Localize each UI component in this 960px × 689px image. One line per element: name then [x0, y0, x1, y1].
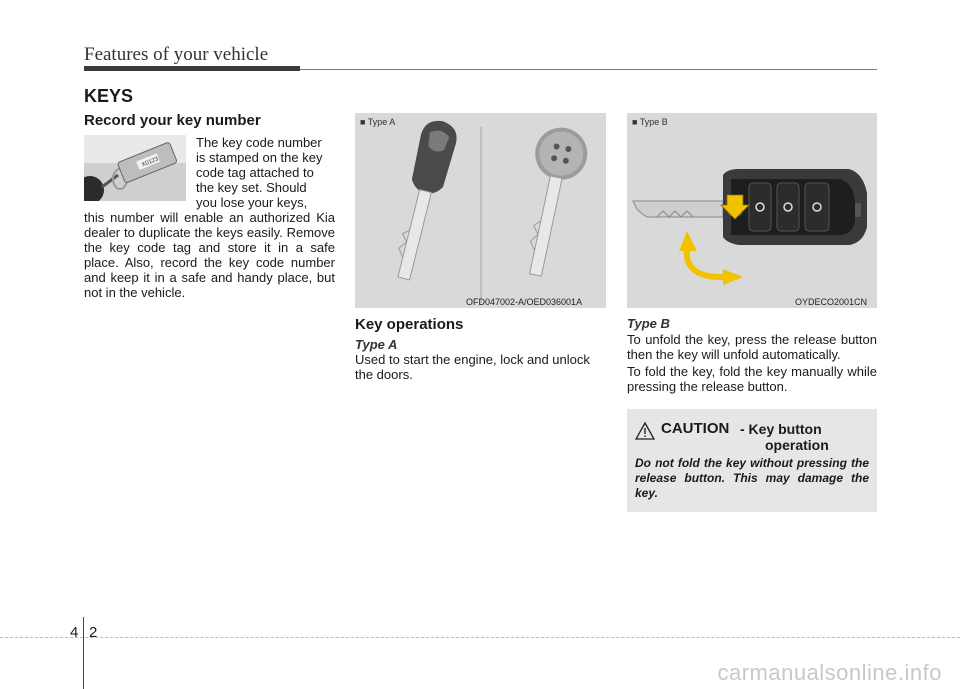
caution-body: Do not fold the key without pressing the release button. This may damage the key. [635, 456, 869, 500]
warning-triangle-icon [634, 421, 656, 446]
watermark: carmanualsonline.info [717, 660, 942, 685]
figure-a-label [360, 117, 395, 127]
caution-subtitle-1: - Key button [740, 421, 822, 437]
footer-guide-line [0, 637, 960, 638]
record-text-line: code tag attached to [196, 165, 314, 180]
type-a-text: Used to start the engine, lock and unlock the doors. [355, 352, 590, 382]
figure-b-label-text: Type B [639, 117, 668, 127]
record-text: this number will enable an authorized Kia dealer to duplicate the keys easily. Remove the key code tag and store it in a safe place. Also, record the key code number and keep it in a safe and handy place, but not in the vehicle. [84, 210, 335, 300]
section-title: KEYS [84, 86, 134, 106]
figure-a-label-text: Type A [367, 117, 396, 127]
figure-type-b [627, 113, 877, 308]
type-b-para2: To fold the key, fold the key manually while pressing the release button. [627, 364, 877, 394]
type-b-para1: To unfold the key, press the release button then the key will unfold automatically. [627, 332, 877, 362]
record-text-line: The key code number [196, 135, 322, 150]
record-heading: Record your key number [84, 112, 261, 129]
record-text-line: the key set. Should [196, 180, 307, 195]
header-rule-thick [84, 66, 300, 71]
square-bullet-icon: ■ [360, 117, 366, 127]
figure-b-code: OYDECO2001CN [795, 297, 868, 307]
record-text-line: you lose your keys, [196, 195, 308, 210]
key-operations-heading: Key operations [355, 316, 464, 333]
page-number: 2 [89, 624, 98, 641]
figure-type-a [355, 113, 606, 308]
figure-a-code: OFD047002-A/OED036001A [466, 297, 583, 307]
footer-divider [83, 617, 84, 689]
record-text-wrapped [196, 135, 335, 210]
square-bullet-icon: ■ [632, 117, 638, 127]
type-a-title: Type A [355, 337, 398, 352]
figure-b-label [632, 117, 668, 127]
running-header: Features of your vehicle [84, 44, 269, 65]
type-b-title: Type B [627, 316, 670, 331]
svg-text:X0123: X0123 [141, 156, 160, 169]
record-text-line: is stamped on the key [196, 150, 323, 165]
chapter-number: 4 [70, 624, 79, 641]
key-tag-photo [84, 135, 186, 201]
header-rule-thin [300, 69, 877, 70]
caution-subtitle-2: operation [765, 437, 829, 453]
caution-label: CAUTION [661, 420, 730, 437]
